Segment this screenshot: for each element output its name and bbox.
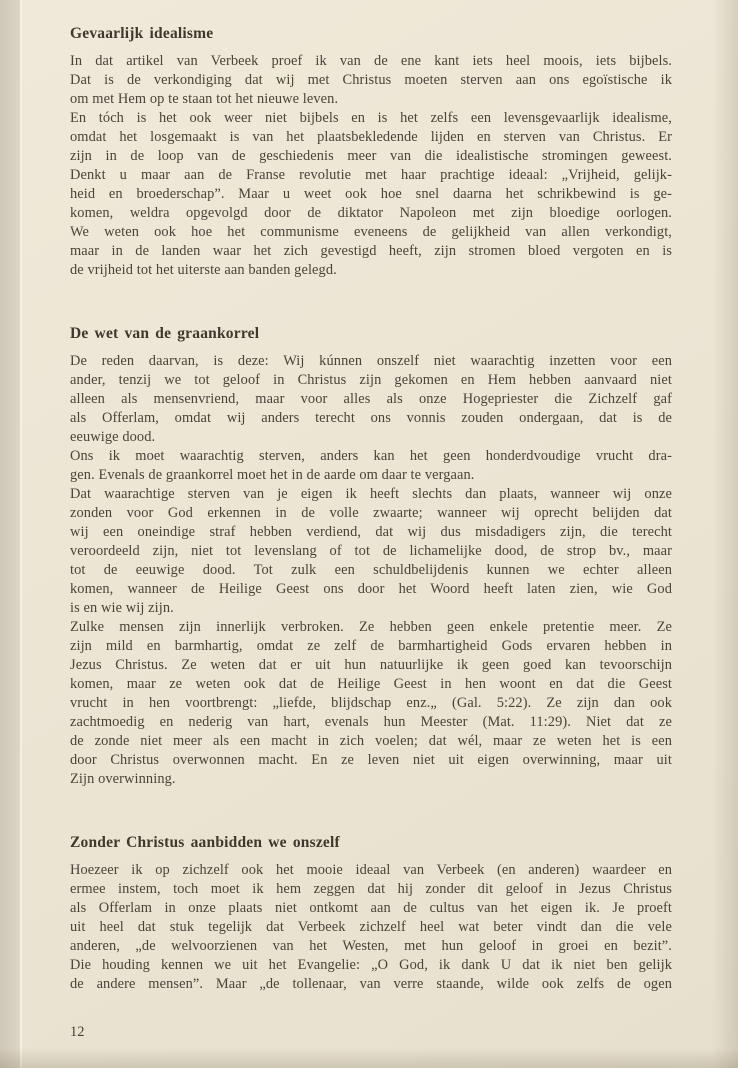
section bbox=[70, 324, 672, 789]
text-line: komen, maar ze weten ook dat de Heilige Geest in hen woont en dat die Geest bbox=[70, 676, 672, 692]
scan-bottom-edge bbox=[0, 1048, 738, 1068]
scan-left-edge bbox=[0, 0, 22, 1068]
text-line: Zulke mensen zijn innerlijk verbroken. Ze hebben geen enkele pretentie meer. Ze bbox=[70, 619, 672, 635]
sections bbox=[70, 24, 672, 994]
text-line: We weten ook hoe het communisme eveneens de gelijkheid van allen verkondigt, bbox=[70, 224, 672, 240]
text-line: Dat waarachtige sterven van je eigen ik heeft slechts dan plaats, wanneer wij onze bbox=[70, 486, 672, 502]
text-line: komen, wanneer de Heilige Geest ons door het Woord heeft laten zien, wie God bbox=[70, 581, 672, 597]
text-line: Ons ik moet waarachtig sterven, anders kan het geen honderdvoudige vrucht dra- bbox=[70, 448, 672, 464]
text-line: Denkt u maar aan de Franse revolutie met haar prachtige ideaal: „Vrijheid, gelijk- bbox=[70, 167, 672, 183]
text-line: gen. Evenals de graankorrel moet het in de aarde om daar te vergaan. bbox=[70, 467, 475, 483]
section-heading: Zonder Christus aanbidden we onszelf bbox=[70, 834, 340, 851]
text-line: veroordeeld zijn, niet tot levenslang of tot de lichamelijke dood, de strop bv., maar bbox=[70, 543, 672, 559]
text-line: Dat is de verkondiging dat wij met Christus moeten sterven aan ons egoïstische ik bbox=[70, 72, 672, 88]
scan-right-edge bbox=[712, 0, 738, 1068]
text-line: zijn mild en barmhartig, omdat ze zelf de barmhartigheid Gods ervaren hebben in bbox=[70, 638, 672, 654]
text-line: eeuwige dood. bbox=[70, 429, 156, 445]
text-line: zonden voor God erkennen in de volle zwaarte; wanneer wij oprecht belijden dat bbox=[70, 505, 672, 521]
text-line: komen, weldra opgevolgd door de diktator Napoleon met zijn bloedige oorlogen. bbox=[70, 205, 672, 221]
text-line: als Offerlam, omdat wij anders terecht ons vonnis zouden ondergaan, dat is de bbox=[70, 410, 672, 426]
text-line: zijn in de loop van de geschiedenis meer van die idealistische stromingen geweest. bbox=[70, 148, 672, 164]
text-line: anderen, „de welvoorzienen van het Westen, met hun geloof in groei en bezit”. bbox=[70, 938, 672, 954]
text-line: tot de eeuwige dood. Tot zulk een schuldbelijdenis kunnen we echter alleen bbox=[70, 562, 672, 578]
text-line: wij een oneindige straf hebben verdiend, dat wij dus misdadigers zijn, die terecht bbox=[70, 524, 672, 540]
text-line: zachtmoedig en nederig van hart, evenals hun Meester (Mat. 11:29). Niet dat ze bbox=[70, 714, 672, 730]
section bbox=[70, 833, 672, 994]
text-line: als Offerlam in onze plaats niet ontkomt aan de cultus van het eigen ik. Je proeft bbox=[70, 900, 672, 916]
text-line: vrucht in hen voortbrengt: „liefde, blijdschap enz.„ (Gal. 5:22). Ze zijn dan ook bbox=[70, 695, 672, 711]
text-line: uit heel dat stuk tegelijk dat Verbeek zichzelf heel wat beter vindt dan die vele bbox=[70, 919, 672, 935]
text-line: de zonde niet meer als een macht in zich voelen; dat wél, maar ze weten het is een bbox=[70, 733, 672, 749]
text-line: de andere mensen”. Maar „de tollenaar, van verre staande, wilde ook zelfs de ogen bbox=[70, 976, 672, 992]
text-line: En tóch is het ook weer niet bijbels en is het zelfs een levensgevaarlijk idealisme, bbox=[70, 110, 672, 126]
text-line: maar in de landen waar het zich gevestigd heeft, zijn stromen bloed vergoten en is bbox=[70, 243, 672, 259]
text-line: om met Hem op te staan tot het nieuwe leven. bbox=[70, 91, 339, 107]
text-line: is en wie wij zijn. bbox=[70, 600, 174, 616]
section bbox=[70, 24, 672, 280]
text-line: De reden daarvan, is deze: Wij kúnnen onszelf niet waarachtig inzetten voor een bbox=[70, 353, 672, 369]
text-line: heid en broederschap”. Maar u weet ook hoe snel daarna het schrikbewind is ge- bbox=[70, 186, 672, 202]
section-heading: Gevaarlijk idealisme bbox=[70, 25, 214, 42]
text-line: ander, tenzij we tot geloof in Christus zijn gekomen en Hem hebben aanvaard niet bbox=[70, 372, 672, 388]
text-column bbox=[70, 18, 672, 994]
text-line: ermee instem, toch moet ik hem zeggen dat hij zonder dit geloof in Jezus Christus bbox=[70, 881, 672, 897]
section-heading: De wet van de graankorrel bbox=[70, 325, 260, 342]
text-line: Hoezeer ik op zichzelf ook het mooie ideaal van Verbeek (en anderen) waardeer en bbox=[70, 862, 672, 878]
text-line: In dat artikel van Verbeek proef ik van de ene kant iets heel moois, iets bijbels. bbox=[70, 53, 672, 69]
text-line: Jezus Christus. Ze weten dat er uit hun natuurlijke ik geen goed kan tevoorschijn bbox=[70, 657, 672, 673]
text-line: door Christus overwonnen macht. En ze leven niet uit eigen overwinning, maar uit bbox=[70, 752, 672, 768]
text-line: alleen als mensenvriend, maar voor alles als onze Hogepriester die Zichzelf gaf bbox=[70, 391, 672, 407]
text-line: Die houding kennen we uit het Evangelie: „O God, ik dank U dat ik niet ben gelijk bbox=[70, 957, 672, 973]
text-line: Zijn overwinning. bbox=[70, 771, 176, 787]
text-line: omdat het losgemaakt is van het plaatsbekledende lijden en sterven van Christus. Er bbox=[70, 129, 672, 145]
text-line: de vrijheid tot het uiterste aan banden gelegd. bbox=[70, 262, 337, 278]
page-number: 12 bbox=[70, 1024, 85, 1040]
